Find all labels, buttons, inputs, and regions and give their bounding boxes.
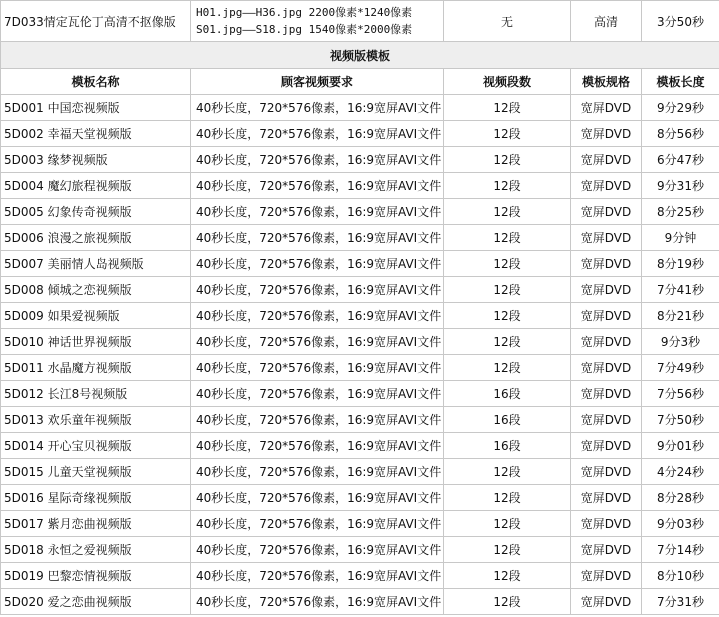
template-name: 5D004 魔幻旅程视频版: [1, 173, 191, 199]
template-length: 9分29秒: [642, 95, 719, 121]
table-row: [1, 459, 719, 485]
segment-count: 12段: [444, 563, 571, 589]
template-spec: 宽屏DVD: [571, 147, 642, 173]
template-name: 5D020 爱之恋曲视频版: [1, 589, 191, 615]
template-spec: 宽屏DVD: [571, 251, 642, 277]
template-length: 8分28秒: [642, 485, 719, 511]
table-row: [1, 329, 719, 355]
template-name: 5D009 如果爱视频版: [1, 303, 191, 329]
template-length: 9分01秒: [642, 433, 719, 459]
template-length: 7分56秒: [642, 381, 719, 407]
table-row: [1, 121, 719, 147]
template-spec: 宽屏DVD: [571, 277, 642, 303]
template-name: 5D018 永恒之爱视频版: [1, 537, 191, 563]
template-length: 7分14秒: [642, 537, 719, 563]
table-row: [1, 303, 719, 329]
video-requirement: 40秒长度，720*576像素，16:9宽屏AVI文件: [191, 537, 444, 563]
segment-count: 12段: [444, 459, 571, 485]
table-row: [1, 251, 719, 277]
template-name: 5D014 开心宝贝视频版: [1, 433, 191, 459]
template-spec: 宽屏DVD: [571, 355, 642, 381]
column-header-length: 模板长度: [642, 69, 719, 95]
column-header-spec: 模板规格: [571, 69, 642, 95]
video-requirement: 40秒长度，720*576像素，16:9宽屏AVI文件: [191, 433, 444, 459]
video-requirement: 40秒长度，720*576像素，16:9宽屏AVI文件: [191, 381, 444, 407]
table-row: [1, 199, 719, 225]
template-name: 5D013 欢乐童年视频版: [1, 407, 191, 433]
top-template-length: 3分50秒: [642, 1, 719, 42]
template-length: 7分31秒: [642, 589, 719, 615]
segment-count: 12段: [444, 173, 571, 199]
template-spec: 宽屏DVD: [571, 433, 642, 459]
column-header-row: [1, 69, 719, 95]
template-spec: 宽屏DVD: [571, 511, 642, 537]
column-header-segments: 视频段数: [444, 69, 571, 95]
video-requirement: 40秒长度，720*576像素，16:9宽屏AVI文件: [191, 485, 444, 511]
video-requirement: 40秒长度，720*576像素，16:9宽屏AVI文件: [191, 95, 444, 121]
video-requirement: 40秒长度，720*576像素，16:9宽屏AVI文件: [191, 251, 444, 277]
video-requirement: 40秒长度，720*576像素，16:9宽屏AVI文件: [191, 225, 444, 251]
template-spec: 宽屏DVD: [571, 121, 642, 147]
top-template-files-line1: H01.jpg——H36.jpg 2200像素*1240像素: [196, 6, 413, 19]
table-row: [1, 173, 719, 199]
table-row: [1, 589, 719, 615]
template-length: 4分24秒: [642, 459, 719, 485]
template-name: 5D005 幻象传奇视频版: [1, 199, 191, 225]
template-spec: 宽屏DVD: [571, 381, 642, 407]
video-requirement: 40秒长度，720*576像素，16:9宽屏AVI文件: [191, 355, 444, 381]
template-spec: 宽屏DVD: [571, 199, 642, 225]
section-title: 视频版模板: [1, 42, 719, 69]
template-length: 9分钟: [642, 225, 719, 251]
template-spec: 宽屏DVD: [571, 563, 642, 589]
segment-count: 12段: [444, 511, 571, 537]
template-length: 8分21秒: [642, 303, 719, 329]
top-template-row: [1, 1, 719, 42]
segment-count: 12段: [444, 355, 571, 381]
template-spec: 宽屏DVD: [571, 485, 642, 511]
segment-count: 12段: [444, 277, 571, 303]
table-row: [1, 381, 719, 407]
table-row: [1, 277, 719, 303]
video-requirement: 40秒长度，720*576像素，16:9宽屏AVI文件: [191, 589, 444, 615]
segment-count: 12段: [444, 147, 571, 173]
template-name: 5D003 缘梦视频版: [1, 147, 191, 173]
segment-count: 12段: [444, 95, 571, 121]
table-row: [1, 147, 719, 173]
video-requirement: 40秒长度，720*576像素，16:9宽屏AVI文件: [191, 121, 444, 147]
segment-count: 12段: [444, 199, 571, 225]
top-template-spec: 高清: [571, 1, 642, 42]
template-length: 7分50秒: [642, 407, 719, 433]
template-spec: 宽屏DVD: [571, 407, 642, 433]
segment-count: 12段: [444, 537, 571, 563]
table-row: [1, 537, 719, 563]
template-name: 5D015 儿童天堂视频版: [1, 459, 191, 485]
video-requirement: 40秒长度，720*576像素，16:9宽屏AVI文件: [191, 199, 444, 225]
template-name: 5D007 美丽情人岛视频版: [1, 251, 191, 277]
template-length: 8分56秒: [642, 121, 719, 147]
template-length: 8分10秒: [642, 563, 719, 589]
template-name: 5D017 紫月恋曲视频版: [1, 511, 191, 537]
video-requirement: 40秒长度，720*576像素，16:9宽屏AVI文件: [191, 459, 444, 485]
video-requirement: 40秒长度，720*576像素，16:9宽屏AVI文件: [191, 511, 444, 537]
video-requirement: 40秒长度，720*576像素，16:9宽屏AVI文件: [191, 147, 444, 173]
segment-count: 12段: [444, 589, 571, 615]
template-name: 5D001 中国恋视频版: [1, 95, 191, 121]
top-template-files: [191, 1, 444, 42]
section-header-row: [1, 42, 719, 69]
table-row: [1, 563, 719, 589]
segment-count: 16段: [444, 381, 571, 407]
template-spec: 宽屏DVD: [571, 537, 642, 563]
segment-count: 12段: [444, 303, 571, 329]
template-spec: 宽屏DVD: [571, 303, 642, 329]
template-name: 5D002 幸福天堂视频版: [1, 121, 191, 147]
template-length: 8分19秒: [642, 251, 719, 277]
table-row: [1, 407, 719, 433]
segment-count: 12段: [444, 485, 571, 511]
template-name: 5D011 水晶魔方视频版: [1, 355, 191, 381]
table-row: [1, 225, 719, 251]
template-name: 5D019 巴黎恋情视频版: [1, 563, 191, 589]
segment-count: 12段: [444, 121, 571, 147]
template-length: 9分31秒: [642, 173, 719, 199]
template-spec: 宽屏DVD: [571, 589, 642, 615]
top-template-files-line2: S01.jpg——S18.jpg 1540像素*2000像素: [196, 23, 413, 36]
table-row: [1, 511, 719, 537]
table-row: [1, 433, 719, 459]
template-spec: 宽屏DVD: [571, 329, 642, 355]
column-header-requirement: 顾客视频要求: [191, 69, 444, 95]
template-length: 9分03秒: [642, 511, 719, 537]
video-requirement: 40秒长度，720*576像素，16:9宽屏AVI文件: [191, 407, 444, 433]
segment-count: 16段: [444, 433, 571, 459]
video-requirement: 40秒长度，720*576像素，16:9宽屏AVI文件: [191, 563, 444, 589]
template-spec: 宽屏DVD: [571, 225, 642, 251]
template-length: 6分47秒: [642, 147, 719, 173]
video-requirement: 40秒长度，720*576像素，16:9宽屏AVI文件: [191, 303, 444, 329]
template-spec: 宽屏DVD: [571, 459, 642, 485]
segment-count: 12段: [444, 329, 571, 355]
video-requirement: 40秒长度，720*576像素，16:9宽屏AVI文件: [191, 329, 444, 355]
table-row: [1, 485, 719, 511]
template-length: 8分25秒: [642, 199, 719, 225]
template-name: 5D006 浪漫之旅视频版: [1, 225, 191, 251]
segment-count: 12段: [444, 225, 571, 251]
column-header-name: 模板名称: [1, 69, 191, 95]
template-length: 7分41秒: [642, 277, 719, 303]
template-length: 9分3秒: [642, 329, 719, 355]
template-name: 5D010 神话世界视频版: [1, 329, 191, 355]
template-length: 7分49秒: [642, 355, 719, 381]
template-spec: 宽屏DVD: [571, 173, 642, 199]
segment-count: 12段: [444, 251, 571, 277]
top-template-name: 7D033情定瓦伦丁高清不抠像版: [1, 1, 191, 42]
video-requirement: 40秒长度，720*576像素，16:9宽屏AVI文件: [191, 277, 444, 303]
video-requirement: 40秒长度，720*576像素，16:9宽屏AVI文件: [191, 173, 444, 199]
top-template-segments: 无: [444, 1, 571, 42]
table-row: [1, 95, 719, 121]
template-name: 5D012 长江8号视频版: [1, 381, 191, 407]
template-spec: 宽屏DVD: [571, 95, 642, 121]
template-name: 5D016 星际奇缘视频版: [1, 485, 191, 511]
template-name: 5D008 倾城之恋视频版: [1, 277, 191, 303]
table-row: [1, 355, 719, 381]
segment-count: 16段: [444, 407, 571, 433]
